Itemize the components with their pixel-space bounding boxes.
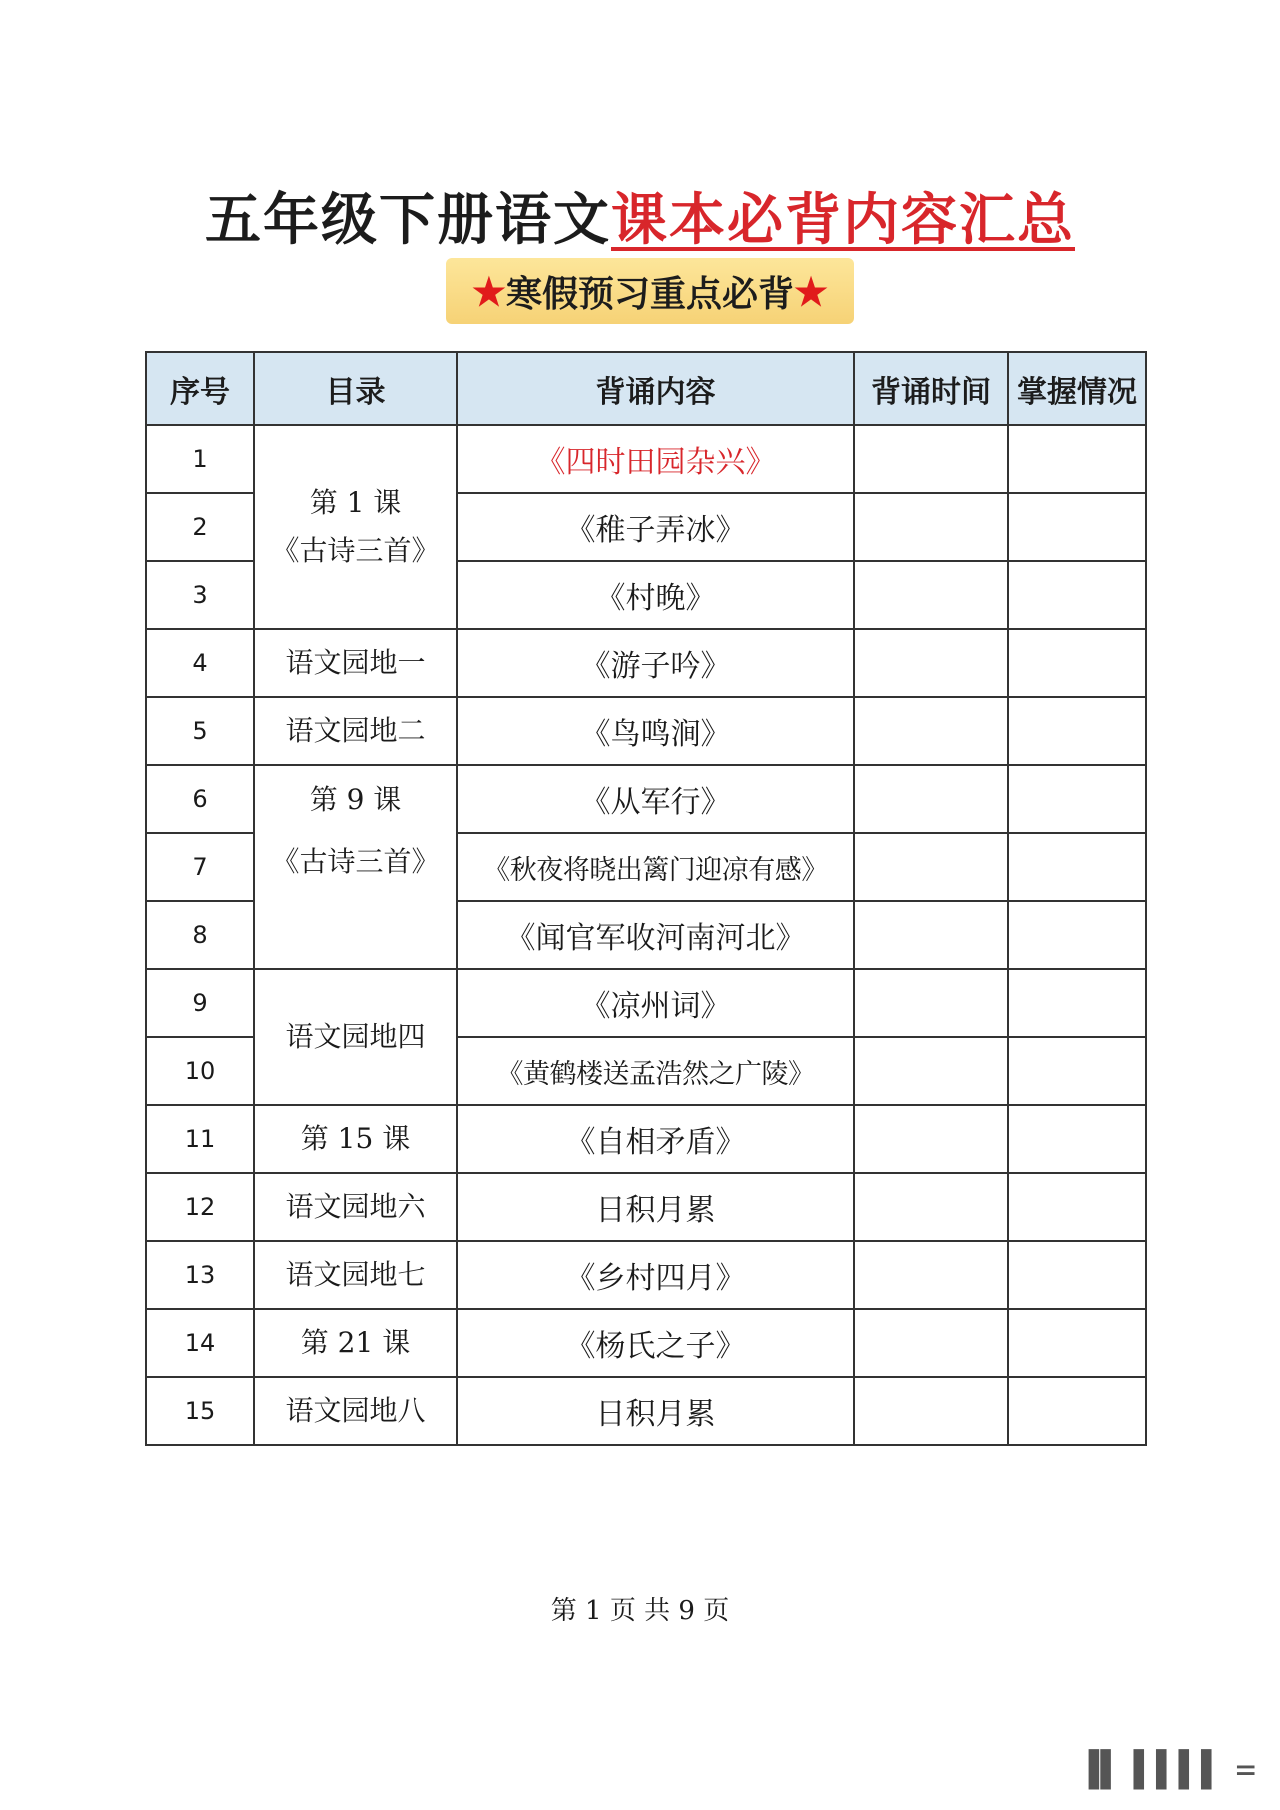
poem-cell: 《乡村四月》 xyxy=(457,1241,854,1309)
lesson-cell: 语文园地七 xyxy=(254,1241,457,1309)
table-row xyxy=(146,697,1146,765)
banner-text: 寒假预习重点必背 xyxy=(505,272,794,315)
mastery-cell[interactable] xyxy=(1008,765,1146,833)
time-cell[interactable] xyxy=(854,1309,1008,1377)
poem-cell: 《凉州词》 xyxy=(457,969,854,1037)
header-catalog: 目录 xyxy=(254,352,457,425)
mastery-cell[interactable] xyxy=(1008,969,1146,1037)
header-content: 背诵内容 xyxy=(457,352,854,425)
row-number: 5 xyxy=(146,697,254,765)
lesson-title: 《古诗三首》 xyxy=(271,534,440,567)
mastery-cell[interactable] xyxy=(1008,1377,1146,1445)
time-cell[interactable] xyxy=(854,425,1008,493)
lesson-cell xyxy=(254,765,457,969)
poem-cell: 《游子吟》 xyxy=(457,629,854,697)
lesson-cell: 语文园地八 xyxy=(254,1377,457,1445)
row-number: 11 xyxy=(146,1105,254,1173)
time-cell[interactable] xyxy=(854,1173,1008,1241)
header-time: 背诵时间 xyxy=(854,352,1008,425)
poem-cell: 《秋夜将晓出篱门迎凉有感》 xyxy=(457,833,854,901)
row-number: 9 xyxy=(146,969,254,1037)
mastery-cell[interactable] xyxy=(1008,561,1146,629)
title-red-part: 课本必背内容汇总 xyxy=(611,187,1075,253)
mastery-cell[interactable] xyxy=(1008,1173,1146,1241)
poem-cell: 《四时田园杂兴》 xyxy=(457,425,854,493)
poem-cell: 《鸟鸣涧》 xyxy=(457,697,854,765)
time-cell[interactable] xyxy=(854,1037,1008,1105)
time-cell[interactable] xyxy=(854,1377,1008,1445)
lesson-label: 第 1 课 xyxy=(309,486,402,519)
time-cell[interactable] xyxy=(854,833,1008,901)
lesson-label: 第 9 课 xyxy=(309,783,402,816)
poem-cell: 《黄鹤楼送孟浩然之广陵》 xyxy=(457,1037,854,1105)
time-cell[interactable] xyxy=(854,629,1008,697)
home-indicator-icon: ▐▌▐▐▐▐ = xyxy=(1078,1750,1258,1790)
time-cell[interactable] xyxy=(854,1241,1008,1309)
lesson-cell: 第 15 课 xyxy=(254,1105,457,1173)
table-row xyxy=(146,1241,1146,1309)
mastery-cell[interactable] xyxy=(1008,1105,1146,1173)
mastery-cell[interactable] xyxy=(1008,425,1146,493)
page-footer: 第 1 页 共 9 页 xyxy=(550,1596,730,1626)
mastery-cell[interactable] xyxy=(1008,901,1146,969)
poem-cell: 《从军行》 xyxy=(457,765,854,833)
row-number: 12 xyxy=(146,1173,254,1241)
row-number: 4 xyxy=(146,629,254,697)
header-number: 序号 xyxy=(146,352,254,425)
poem-cell: 《自相矛盾》 xyxy=(457,1105,854,1173)
table-row xyxy=(146,1105,1146,1173)
table-row xyxy=(146,1377,1146,1445)
lesson-cell: 语文园地六 xyxy=(254,1173,457,1241)
row-number: 1 xyxy=(146,425,254,493)
table-row xyxy=(146,1173,1146,1241)
mastery-cell[interactable] xyxy=(1008,493,1146,561)
mastery-cell[interactable] xyxy=(1008,1241,1146,1309)
lesson-cell xyxy=(254,425,457,629)
header-mastery: 掌握情况 xyxy=(1008,352,1146,425)
row-number: 10 xyxy=(146,1037,254,1105)
table-row xyxy=(146,425,1146,493)
row-number: 3 xyxy=(146,561,254,629)
table-row xyxy=(146,765,1146,833)
time-cell[interactable] xyxy=(854,697,1008,765)
title-black-part: 五年级下册语文 xyxy=(205,187,611,253)
row-number: 2 xyxy=(146,493,254,561)
time-cell[interactable] xyxy=(854,765,1008,833)
row-number: 13 xyxy=(146,1241,254,1309)
poem-cell: 日积月累 xyxy=(457,1377,854,1445)
mastery-cell[interactable] xyxy=(1008,1309,1146,1377)
row-number: 6 xyxy=(146,765,254,833)
table-row xyxy=(146,969,1146,1037)
table-row xyxy=(146,629,1146,697)
time-cell[interactable] xyxy=(854,1105,1008,1173)
lesson-title: 《古诗三首》 xyxy=(271,845,440,878)
lesson-cell: 语文园地一 xyxy=(254,629,457,697)
page-title xyxy=(0,185,1280,255)
subtitle-banner xyxy=(446,258,854,324)
mastery-cell[interactable] xyxy=(1008,697,1146,765)
time-cell[interactable] xyxy=(854,901,1008,969)
table-header-row xyxy=(146,352,1146,425)
lesson-cell: 语文园地二 xyxy=(254,697,457,765)
mastery-cell[interactable] xyxy=(1008,1037,1146,1105)
poem-cell: 《稚子弄冰》 xyxy=(457,493,854,561)
table-row xyxy=(146,1309,1146,1377)
mastery-cell[interactable] xyxy=(1008,629,1146,697)
star-icon: ★ xyxy=(794,268,829,314)
poem-cell: 《村晚》 xyxy=(457,561,854,629)
recitation-table xyxy=(145,351,1147,1446)
poem-cell: 《闻官军收河南河北》 xyxy=(457,901,854,969)
row-number: 14 xyxy=(146,1309,254,1377)
time-cell[interactable] xyxy=(854,561,1008,629)
row-number: 8 xyxy=(146,901,254,969)
lesson-cell: 语文园地四 xyxy=(254,969,457,1105)
lesson-cell: 第 21 课 xyxy=(254,1309,457,1377)
poem-cell: 《杨氏之子》 xyxy=(457,1309,854,1377)
time-cell[interactable] xyxy=(854,969,1008,1037)
mastery-cell[interactable] xyxy=(1008,833,1146,901)
star-icon: ★ xyxy=(471,268,506,314)
time-cell[interactable] xyxy=(854,493,1008,561)
poem-cell: 日积月累 xyxy=(457,1173,854,1241)
row-number: 7 xyxy=(146,833,254,901)
row-number: 15 xyxy=(146,1377,254,1445)
